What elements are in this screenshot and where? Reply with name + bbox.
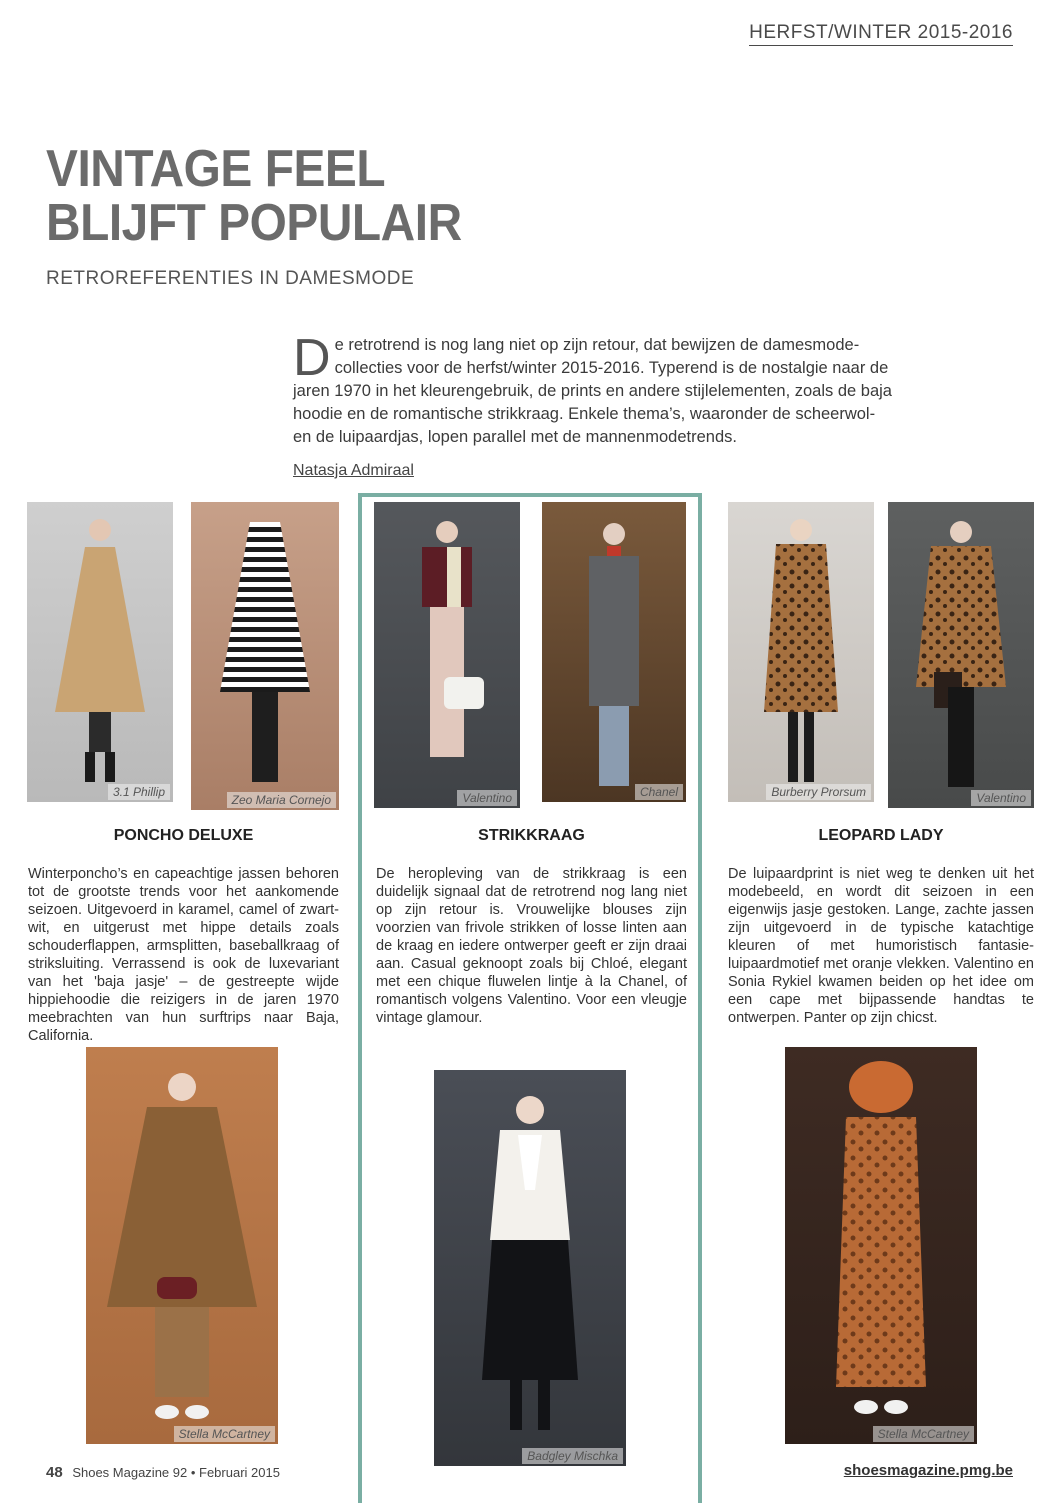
photo-burberry-prorsum — [728, 502, 874, 802]
leopard-cape-figure-illustration — [906, 512, 1016, 802]
photo-stella-mccartney-leopard — [785, 1047, 977, 1444]
photo-credit: Zeo Maria Cornejo — [227, 792, 336, 808]
striped-hoodie-figure-illustration — [210, 512, 320, 802]
subtitle: RETROREFERENTIES IN DAMESMODE — [46, 268, 415, 289]
headline-line-1: VINTAGE FEEL — [46, 140, 386, 198]
page-number: 48 — [46, 1464, 63, 1481]
photo-credit: Burberry Prorsum — [766, 784, 871, 800]
photo-badgley-mischka — [434, 1070, 626, 1466]
photo-credit: Valentino — [971, 790, 1031, 806]
bow-blouse-figure-illustration — [450, 1080, 610, 1460]
column-text-leopard-lady: De luipaardprint is niet weg te denken uit het modebeeld, en wordt dit seizoen in een eigenwijs jasje gestoken. Lange, zachte jassen zijn uitgevoerd in de typische katachtige kleuren of met humoristisch fantasie-luipaardmotief met oranje vlekken. Valentino en Sonia Rykiel kwamen beiden op het idee om een cape met bijpassende handtas te ontwerpen. Panter op zijn chicst. — [728, 866, 1034, 1026]
blouse-figure-illustration — [392, 512, 502, 802]
column-text-poncho-deluxe: Winterponcho’s en capeachtige jassen behoren tot de grootste trends voor het aankomende seizoen. Uitgevoerd in karamel, camel of zwart-wit, en uitgerust met hippe details zoals schouderflappen, armsplitten, baseballkraag of striksluiting. Verrassend is ook de luxevariant van het 'baja jasje' – de gestreepte wijde hippiehoodie die reizigers in de jaren 1970 meebrachten van hun surftrips naar Baja, California. — [28, 866, 339, 1044]
photo-credit: Chanel — [635, 784, 683, 800]
photo-3-1-phillip — [27, 502, 173, 802]
intro-text: e retrotrend is nog lang niet op zijn retour, dat bewijzen de damesmode-collecties voor de herfst/winter 2015-2016. Typerend is de nostalgie naar de jaren 1970 in het kleurengebruik, de prints en andere stijlelementen, zoals de baja hoodie en de romantische strikkraag. Enkele thema’s, waaronder de scheerwol- en de luipaardjas, lopen parallel met de mannenmodetrends. — [293, 336, 892, 446]
dropcap: D — [293, 329, 331, 387]
leopard-longcoat-figure-illustration — [801, 1057, 961, 1437]
photo-credit: Valentino — [457, 790, 517, 806]
author-byline: Natasja Admiraal — [293, 462, 414, 479]
photo-credit: Badgley Mischka — [522, 1448, 623, 1464]
photo-credit: 3.1 Phillip — [108, 784, 170, 800]
poncho-figure-illustration — [45, 512, 155, 802]
column-title-leopard-lady: LEOPARD LADY — [818, 827, 944, 844]
column-title-poncho-deluxe: PONCHO DELUXE — [113, 827, 254, 844]
photo-valentino-strikkraag — [374, 502, 520, 808]
tweed-coat-figure-illustration — [559, 512, 669, 802]
photo-credit: Stella McCartney — [174, 1426, 275, 1442]
intro-paragraph — [293, 329, 893, 449]
headline — [46, 142, 462, 250]
website-link[interactable]: shoesmagazine.pmg.be — [843, 1462, 1013, 1479]
camel-poncho-figure-illustration — [97, 1057, 267, 1437]
photo-chanel — [542, 502, 686, 802]
headline-line-2: BLIJFT POPULAIR — [46, 194, 462, 252]
column-text-strikkraag: De heropleving van de strikkraag is een duidelijk signaal dat de retrotrend nog lang niet op zijn retour is. Vrouwelijke blouses zijn voorzien van frivole strikken of losse linten aan de kraag en iedere ontwerper geeft er zijn draai aan. Casual geknoopt zoals bij Chloé, elegant met een chique fluwelen lintje à la Chanel, of romantisch volgens Valentino. Voor een vleugje vintage glamour. — [376, 866, 687, 1026]
photo-zeo-maria-cornejo — [191, 502, 339, 810]
photo-stella-mccartney-poncho — [86, 1047, 278, 1444]
column-title-strikkraag: STRIKKRAAG — [478, 827, 585, 844]
section-tag: HERFST/WINTER 2015-2016 — [749, 22, 1013, 46]
photo-credit: Stella McCartney — [873, 1426, 974, 1442]
footer-info — [46, 1464, 280, 1481]
photo-valentino-leopard — [888, 502, 1034, 808]
leopard-coat-figure-illustration — [746, 512, 856, 802]
magazine-issue: Shoes Magazine 92 • Februari 2015 — [72, 1465, 280, 1480]
